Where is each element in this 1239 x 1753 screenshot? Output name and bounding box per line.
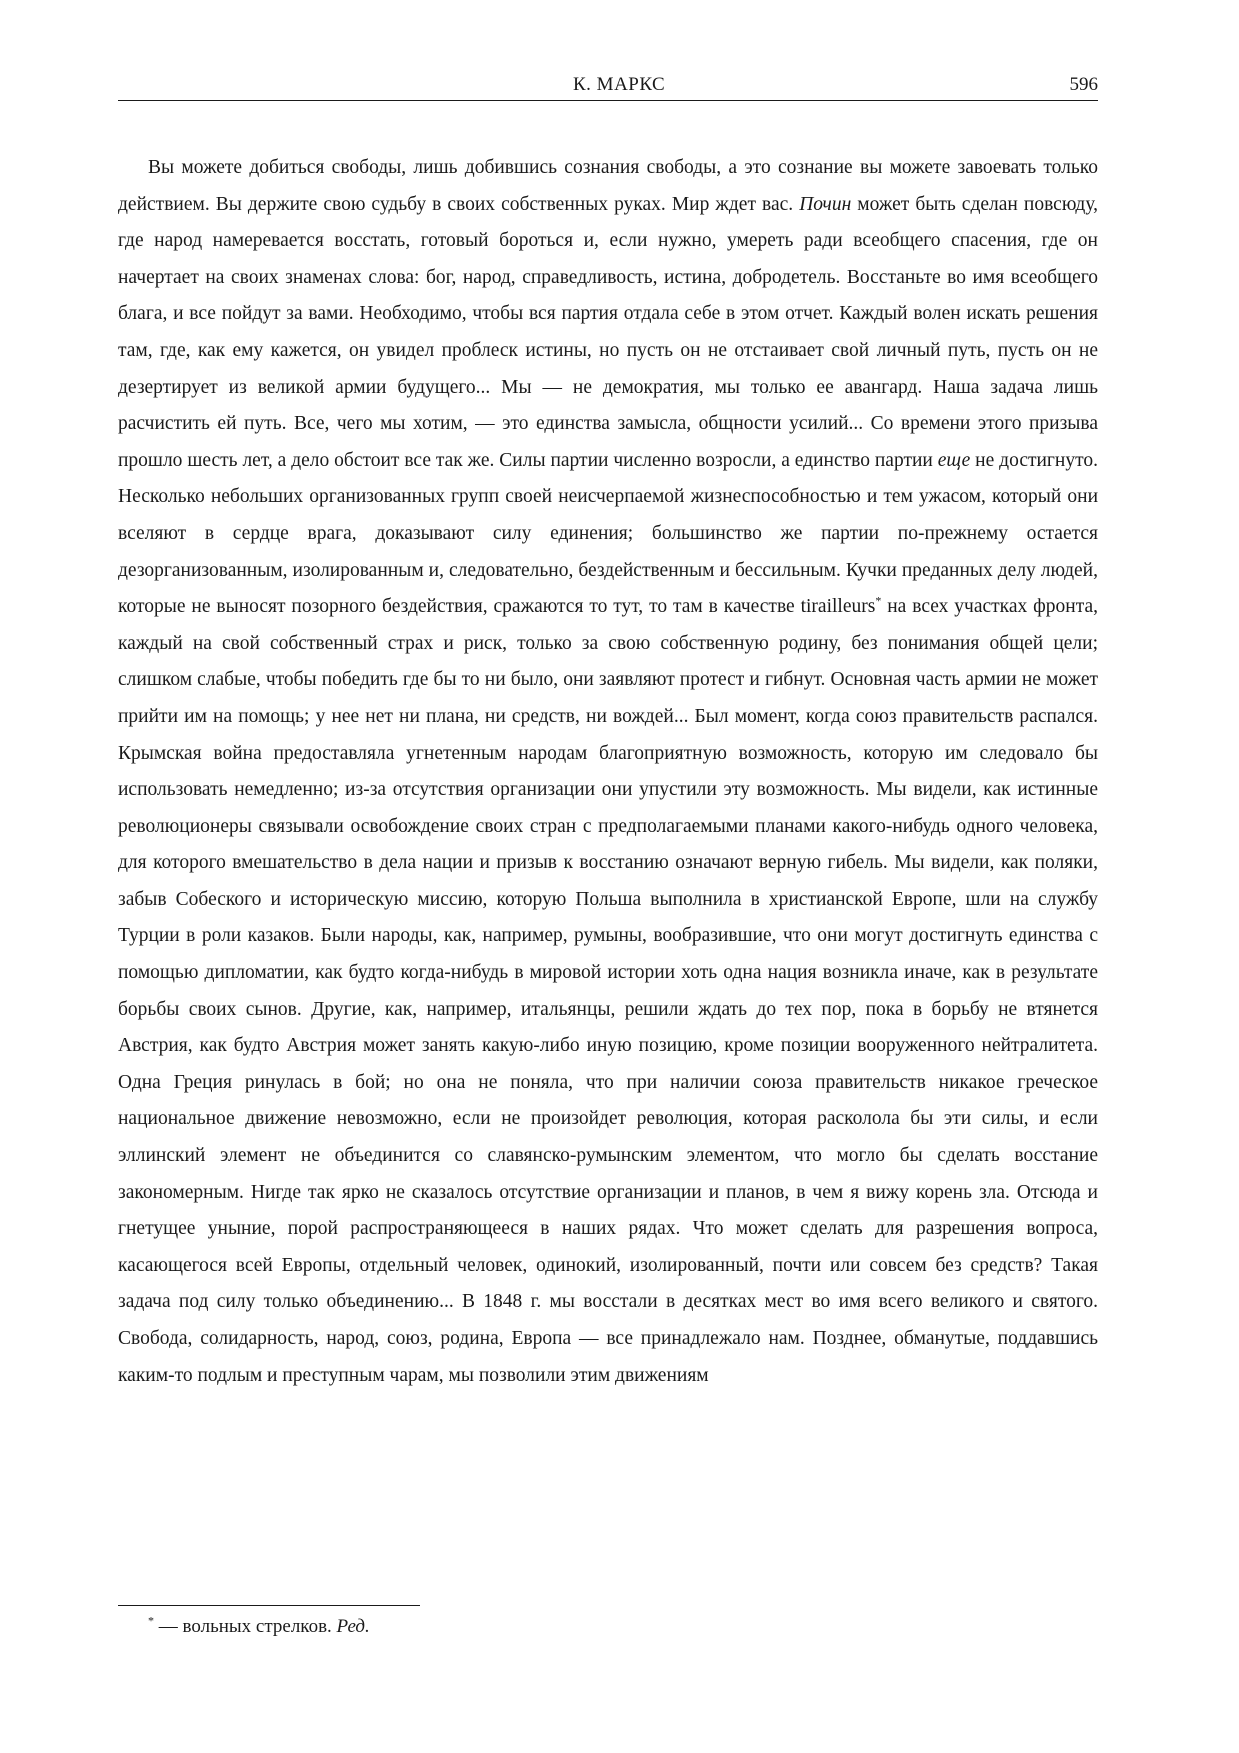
footnote-mark: * xyxy=(148,1613,154,1628)
footnote-text: — вольных стрелков. xyxy=(154,1616,337,1637)
footnote-editor-note: Ред. xyxy=(336,1616,370,1637)
text-run-2: может быть сделан повсюду, где народ намеревается восстать, готовый бороться и, если нужно, умереть ради всеобщего спасения, где он начертает на своих знаменах слова: бог, народ, справедливость, истина, добродетель. Восстаньте во имя всеобщего блага, и все пойдут за вами. Необходимо, чтобы вся партия отдала себе в этом отчет. Каждый волен искать решения там, где, как ему кажется, он увидел проблеск истины, но пусть он не отстаивает свой личный путь, пусть он не дезертирует из великой армии будущего... Мы — не демократия, мы только ее авангард. Наша задача лишь расчистить ей путь. Все, чего мы хотим, — это единства замысла, общности усилий... Со времени этого призыва прошло шесть лет, а дело обстоит все так же. Силы партии численно возросли, а единство партии xyxy=(118,193,1098,471)
body-paragraph xyxy=(118,150,1098,1394)
italic-eshche: еще xyxy=(937,449,971,471)
footnote xyxy=(148,1614,370,1640)
page-number: 596 xyxy=(1069,74,1098,95)
running-header xyxy=(118,74,1098,101)
footnote-divider xyxy=(118,1605,420,1606)
footnote-reference[interactable]: * xyxy=(875,593,882,608)
header-author: К. МАРКС xyxy=(573,74,666,95)
italic-pochin: Почин xyxy=(799,193,852,215)
text-run-4: на всех участках фронта, каждый на свой собственный страх и риск, только за свою собственную родину, без понимания общей цели; слишком слабые, чтобы победить где бы то ни было, они заявляют протест и гибнут. Основная часть армии не может прийти им на помощь; у нее нет ни плана, ни средств, ни вождей... Был момент, когда союз правительств распался. Крымская война предоставляла угнетенным народам благоприятную возможность, которую им следовало бы использовать немедленно; из-за отсутствия организации они упустили эту возможность. Мы видели, как истинные революционеры связывали освобождение своих стран с предполагаемыми планами какого-нибудь одного человека, для которого вмешательство в дела нации и призыв к восстанию означают верную гибель. Мы видели, как поляки, забыв Собеского и историческую миссию, которую Польша выполнила в христианской Европе, шли на службу Турции в роли казаков. Были народы, как, например, румыны, вообразившие, что они могут достигнуть единства с помощью дипломатии, как будто когда-нибудь в мировой истории хоть одна нация возникла иначе, как в результате борьбы своих сынов. Другие, как, например, итальянцы, решили ждать до тех пор, пока в борьбу не втянется Австрия, как будто Австрия может занять какую-либо иную позицию, кроме позиции вооруженного нейтралитета. Одна Греция ринулась в бой; но она не поняла, что при наличии союза правительств никакое греческое национальное движение невозможно, если не произойдет революция, которая расколола бы эти силы, и если эллинский элемент не объединится со славянско-румынским элементом, что могло бы сделать восстание закономерным. Нигде так ярко не сказалось отсутствие организации и планов, в чем я вижу корень зла. Отсюда и гнетущее уныние, порой распространяющееся в наших рядах. Что может сделать для разрешения вопроса, касающегося всей Европы, отдельный человек, одинокий, изолированный, почти или совсем без средств? Такая задача под силу только объединению... В 1848 г. мы восстали в десятках мест во имя всего великого и святого. Свобода, солидарность, народ, союз, родина, Европа — все принадлежало нам. Позднее, обманутые, поддавшись каким-то подлым и преступным чарам, мы позволили этим движениям xyxy=(118,596,1098,1386)
text-run-1: Вы можете добиться свободы, лишь добившись сознания свободы, а это сознание вы можете завоевать только действием. Вы держите свою судьбу в своих собственных руках. Мир ждет вас. xyxy=(118,157,1098,215)
text-run-3: не достигнуто. Несколько небольших организованных групп своей неисчерпаемой жизнеспособностью и тем ужасом, который они вселяют в сердце врага, доказывают силу единения; большинство же партии по-прежнему остается дезорганизованным, изолированным и, следовательно, бездейственным и бессильным. Кучки преданных делу людей, которые не выносят позорного бездействия, сражаются то тут, то там в качестве tirailleurs xyxy=(118,449,1099,618)
main-text xyxy=(118,150,1098,1394)
